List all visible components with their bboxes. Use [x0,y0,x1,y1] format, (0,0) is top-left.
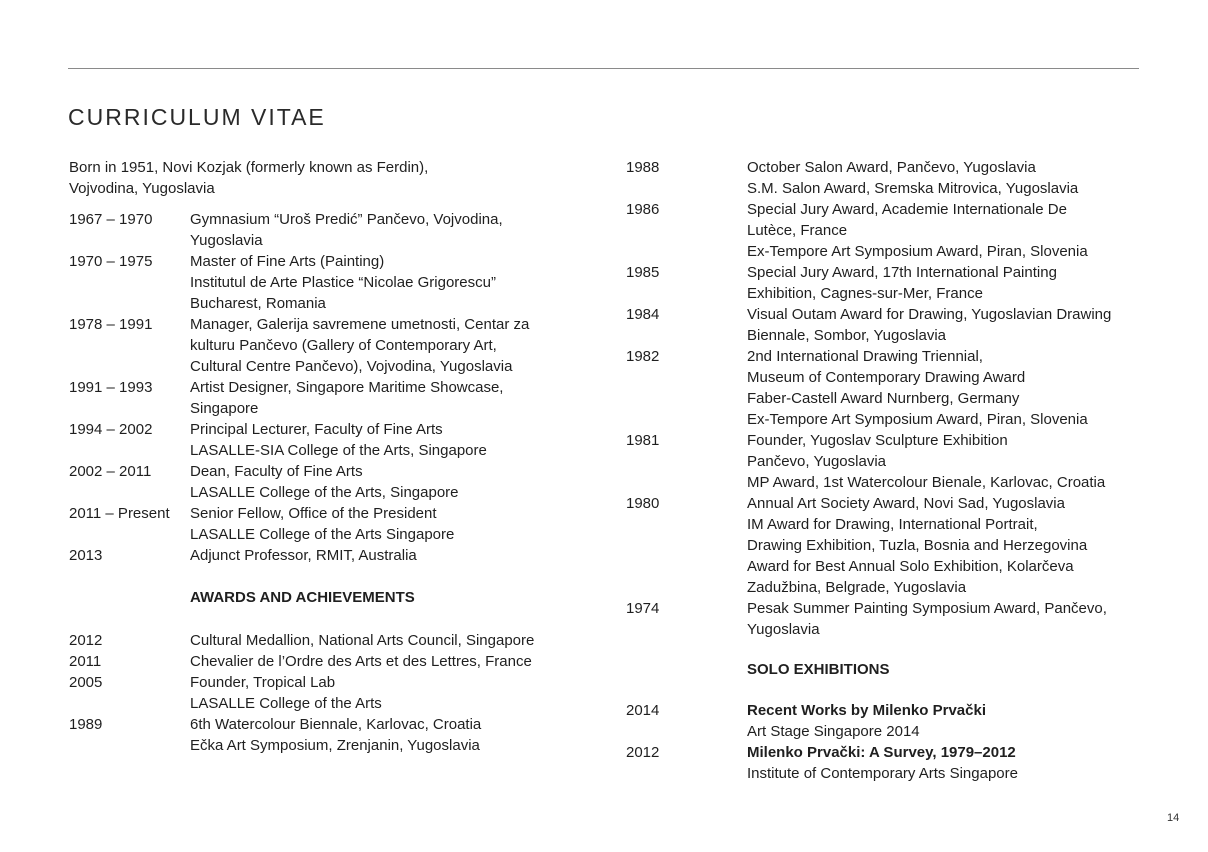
exhibition-title: Recent Works by Milenko Prvački [747,702,986,719]
exhibition-venue: Art Stage Singapore 2014 [747,723,920,740]
entry-text: LASALLE-SIA College of the Arts, Singapore [190,442,487,459]
entry-year: 1985 [626,264,660,281]
entry-text: LASALLE College of the Arts, Singapore [190,484,459,501]
solo-exhibitions-heading: SOLO EXHIBITIONS [747,661,890,678]
entry-text: Artist Designer, Singapore Maritime Showcase, [190,379,504,396]
entry-year: 1978 – 1991 [69,316,153,333]
entry-text: 2nd International Drawing Triennial, [747,348,983,365]
entry-text: Pesak Summer Painting Symposium Award, Pančevo, [747,600,1107,617]
entry-year: 1986 [626,201,660,218]
cv-entry [69,251,579,314]
award-entry [69,651,579,672]
entry-year: 1982 [626,348,660,365]
entry-text: October Salon Award, Pančevo, Yugoslavia [747,159,1036,176]
page-number: 14 [1167,812,1180,824]
entry-text: Cultural Medallion, National Arts Council, Singapore [190,632,535,649]
entry-year: 2012 [626,744,660,761]
entry-text: LASALLE College of the Arts Singapore [190,526,455,543]
entry-text: MP Award, 1st Watercolour Bienale, Karlovac, Croatia [747,474,1106,491]
award-entry [626,199,1156,262]
entry-text: Chevalier de l’Ordre des Arts et des Lettres, France [190,653,532,670]
entry-text: Award for Best Annual Solo Exhibition, Kolarčeva [747,558,1074,575]
cv-entry [69,314,579,377]
entry-year: 1989 [69,716,103,733]
award-entry [69,714,579,756]
entry-text: Pančevo, Yugoslavia [747,453,886,470]
entry-text: Singapore [190,400,259,417]
right-column [626,157,1156,784]
entry-text: Drawing Exhibition, Tuzla, Bosnia and Herzegovina [747,537,1088,554]
entry-text: Exhibition, Cagnes-sur-Mer, France [747,285,983,302]
entry-text: LASALLE College of the Arts [190,695,382,712]
entry-text: Yugoslavia [747,621,820,638]
entry-text: Zadužbina, Belgrade, Yugoslavia [747,579,967,596]
award-entry [626,346,1156,430]
entry-year: 1988 [626,159,660,176]
entry-text: Museum of Contemporary Drawing Award [747,369,1026,386]
birth-line: Born in 1951, Novi Kozjak (formerly known as Ferdin), [69,159,429,176]
entry-year: 1981 [626,432,660,449]
cv-entry [69,209,579,251]
awards-heading: AWARDS AND ACHIEVEMENTS [190,589,415,606]
birth-info [69,157,579,199]
entry-year: 1980 [626,495,660,512]
entry-text: Founder, Tropical Lab [190,674,336,691]
entry-text: Ex-Tempore Art Symposium Award, Piran, Slovenia [747,411,1088,428]
entry-text: Dean, Faculty of Fine Arts [190,463,363,480]
entry-year: 2011 [69,653,102,670]
entry-year: 1974 [626,600,660,617]
entry-text: Gymnasium “Uroš Predić” Pančevo, Vojvodina, [190,211,503,228]
entry-text: Manager, Galerija savremene umetnosti, Centar za [190,316,530,333]
page-title: CURRICULUM VITAE [68,104,326,130]
entry-year: 2012 [69,632,103,649]
entry-year: 1991 – 1993 [69,379,153,396]
entry-year: 1984 [626,306,660,323]
entry-text: Senior Fellow, Office of the President [190,505,437,522]
entry-text: Adjunct Professor, RMIT, Australia [190,547,417,564]
entry-text: Ex-Tempore Art Symposium Award, Piran, Slovenia [747,243,1088,260]
entry-text: IM Award for Drawing, International Portrait, [747,516,1038,533]
award-entry [69,630,579,651]
entry-year: 2005 [69,674,103,691]
entry-text: Faber-Castell Award Nurnberg, Germany [747,390,1020,407]
entry-text: Yugoslavia [190,232,263,249]
award-entry [626,157,1156,199]
award-entry [626,598,1156,640]
cv-entry [69,503,579,545]
entry-year: 2002 – 2011 [69,463,152,480]
entry-text: Ečka Art Symposium, Zrenjanin, Yugoslavia [190,737,480,754]
entry-text: Master of Fine Arts (Painting) [190,253,385,270]
left-column [69,157,579,756]
entry-text: Special Jury Award, 17th International Painting [747,264,1057,281]
cv-entry [69,377,579,419]
award-entry [626,262,1156,304]
entry-year: 1967 – 1970 [69,211,153,228]
entry-text: Lutèce, France [747,222,848,239]
award-entry [69,672,579,714]
exhibition-title: Milenko Prvački: A Survey, 1979–2012 [747,744,1016,761]
entry-year: 1994 – 2002 [69,421,153,438]
entry-year: 2013 [69,547,103,564]
birth-line: Vojvodina, Yugoslavia [69,180,215,197]
entry-year: 2014 [626,702,660,719]
entry-year: 1970 – 1975 [69,253,153,270]
cv-entry [69,545,579,566]
entry-text: Special Jury Award, Academie Internationale De [747,201,1067,218]
entry-text: Founder, Yugoslav Sculpture Exhibition [747,432,1008,449]
award-entry [626,430,1156,493]
entry-text: kulturu Pančevo (Gallery of Contemporary Art, [190,337,497,354]
entry-text: Principal Lecturer, Faculty of Fine Arts [190,421,443,438]
entry-text: Visual Outam Award for Drawing, Yugoslavian Drawing [747,306,1112,323]
entry-text: S.M. Salon Award, Sremska Mitrovica, Yugoslavia [747,180,1079,197]
entry-year: 2011 – Present [69,505,170,522]
cv-entry [69,419,579,461]
entry-text: Biennale, Sombor, Yugoslavia [747,327,947,344]
award-entry [626,304,1156,346]
cv-entry [69,461,579,503]
entry-text: Annual Art Society Award, Novi Sad, Yugoslavia [747,495,1065,512]
header-rule [68,68,1139,69]
award-entry [626,493,1156,598]
entry-text: Institutul de Arte Plastice “Nicolae Grigorescu” [190,274,496,291]
exhibition-venue: Institute of Contemporary Arts Singapore [747,765,1018,782]
entry-text: 6th Watercolour Biennale, Karlovac, Croatia [190,716,482,733]
entry-text: Cultural Centre Pančevo), Vojvodina, Yugoslavia [190,358,513,375]
exhibition-entry [626,742,1156,784]
exhibition-entry [626,700,1156,742]
entry-text: Bucharest, Romania [190,295,326,312]
